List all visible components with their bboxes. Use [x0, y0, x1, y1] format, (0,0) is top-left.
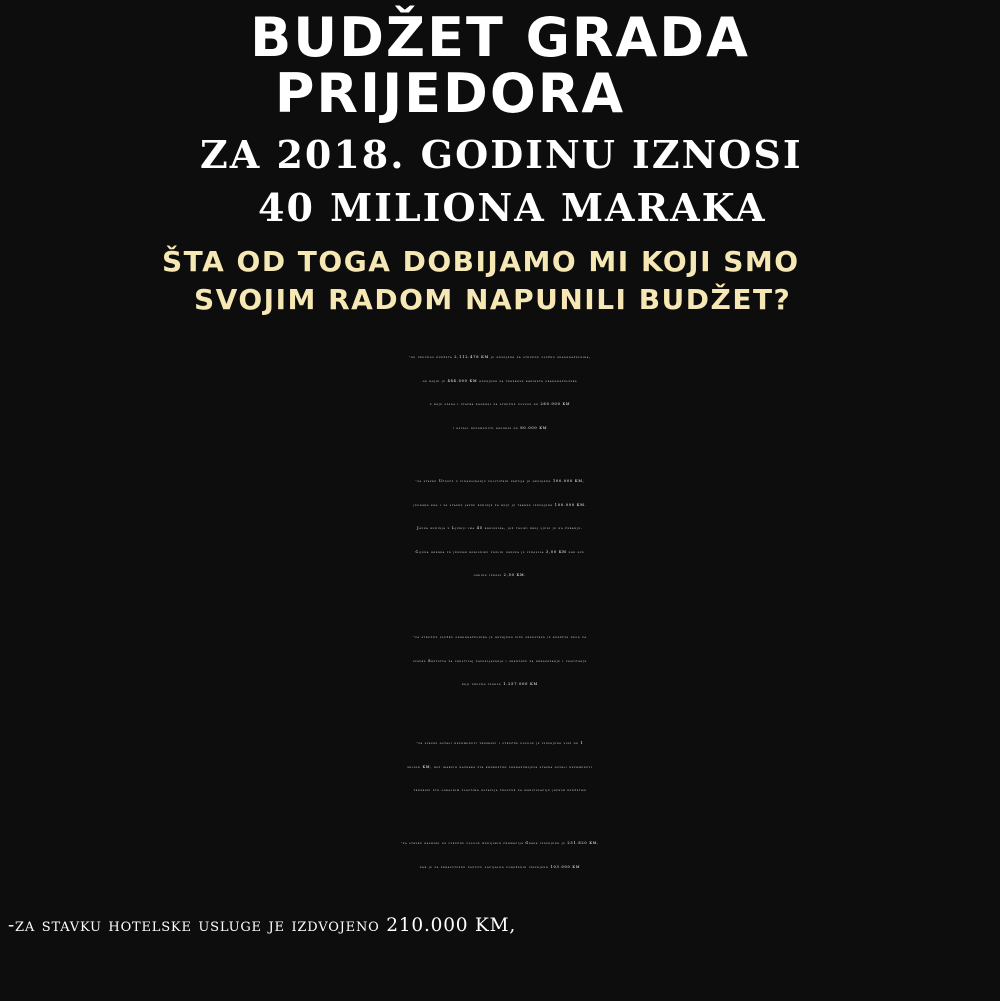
- paragraph-line: -za stavku Učešće u finansiranju političkih partija je odvojeno 100.000 KM,: [415, 479, 585, 483]
- paragraph-line: -za stavku hotelske usluge je izdvojeno 210.000 KM,: [8, 915, 517, 936]
- subheadline-line-1: ZA 2018. GODINU IZNOSI: [200, 132, 803, 177]
- paragraph-line: u koje spada i stavka rashodi za stručne usluge od 260.000 KM: [429, 402, 571, 406]
- subheadline-line-2: 40 MILIONA MARAKA: [258, 185, 767, 230]
- paragraph-nepomenuti-troskovi: [0, 732, 1000, 803]
- paragraph-gradonacelnik-budget: [0, 346, 1000, 440]
- paragraph-line: dok je za zdravstvenu zaštitu socijalno ugroženih izdvojeno 103.000 KM: [419, 864, 581, 869]
- paragraph-line: koji ukupno iznose 1.257.000 KM: [462, 682, 538, 686]
- paragraph-line: -za stavku rashodi za stručne usluge medijskih promocija Grada izdvojeno je 231.820 KM,: [400, 841, 600, 845]
- paragraph-line: Cijena obroka po jednom korisniku pošlih godina je iznosila 3,00 KM dok ove: [415, 549, 585, 554]
- paragraph-line: godine iznosi 2,50 KM.: [473, 573, 527, 577]
- paragraph-partije-kuhinja: [0, 470, 1000, 588]
- question-line-2: SVOJIM RADOM NAPUNILI BUDŽET?: [194, 283, 792, 316]
- paragraph-line: troškovi što lokalnim vlastima ostavlja prostor za manipulaciju javnim budžetom: [413, 788, 587, 792]
- paragraph-line: -za stručnu službu gradonačelnika je odvojeno više sredstava iz budžeta nego za: [413, 635, 587, 639]
- headline-line-2: PRIJEDORA: [274, 62, 626, 125]
- paragraph-line: od kojih je 484.000 KM odvojeno za troškove kabineta gradonačelnika: [422, 378, 578, 383]
- paragraph-line: -za stavke ostali nepomenuti troškovi i stručne usluge je izdvojeno više od 1: [416, 741, 584, 745]
- paragraph-line: Javna kuhinja u Ljubiji ima 45 korisnika, još toliki broj ljudi je na čekanju.: [417, 526, 583, 530]
- paragraph-line: i ostali nepomenuti rashodi od 80.000 KM: [452, 425, 548, 430]
- paragraph-line: jednako kao i za stavku javne kuhinje za koju je takođe izdvojeno 100.000 KM.: [413, 502, 587, 507]
- paragraph-line: stavke Sretstva za podsticaj zapošljavanja i grantove za obrazovanje i vaspitanje: [413, 658, 587, 663]
- paragraph-hotelske-usluge: [8, 914, 516, 938]
- paragraph-line: milion KM, bez ikakvih naznaka šta konkretno podrazumijeva stavka ostali nepomenuti: [407, 764, 593, 769]
- paragraph-zaposljavanje-grantovi: [0, 626, 1000, 697]
- paragraph-line: -od ukupnog budžeta 2.112.476 KM je odvojeno za stručnu službu gradonačelnika,: [409, 355, 591, 359]
- paragraph-medijske-promocije: [0, 832, 1000, 879]
- question-line-1: ŠTA OD TOGA DOBIJAMO MI KOJI SMO: [162, 245, 800, 278]
- headline-line-1: BUDŽET GRADA: [250, 6, 750, 69]
